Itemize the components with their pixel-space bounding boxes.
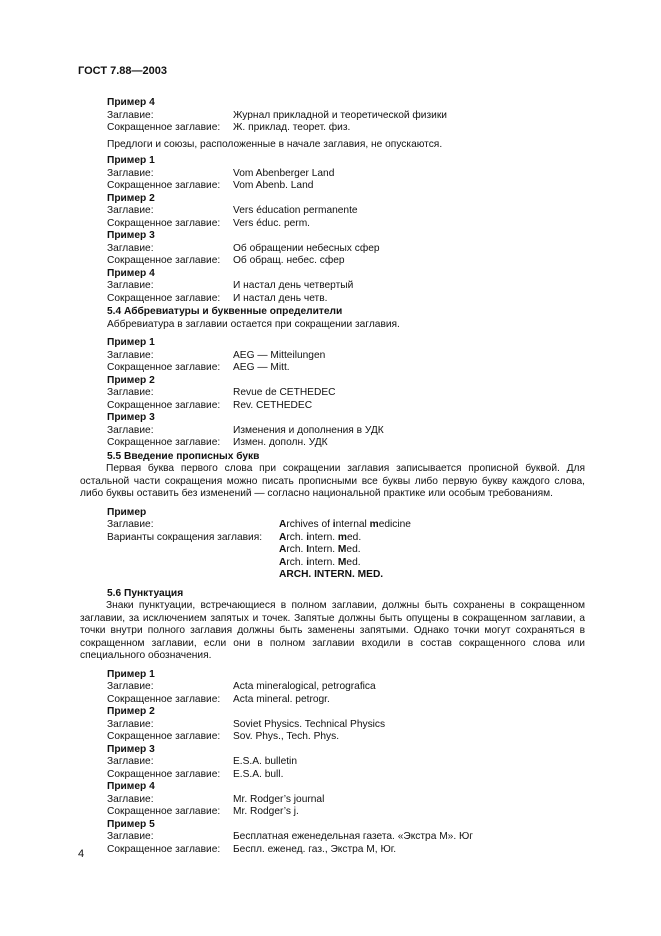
title-label: Заглавие: bbox=[107, 756, 154, 767]
title-value: Archives of internal medicine bbox=[279, 519, 411, 530]
abbr-row bbox=[107, 806, 585, 819]
example-label: Пример 3 bbox=[107, 230, 155, 241]
title-row bbox=[107, 205, 585, 218]
page-number: 4 bbox=[78, 848, 85, 860]
example-block bbox=[107, 744, 585, 782]
abbr-row bbox=[107, 694, 585, 707]
example-label: Пример 4 bbox=[107, 781, 155, 792]
title-value: Soviet Physics. Technical Physics bbox=[233, 718, 386, 730]
title-value: Vers éducation permanente bbox=[233, 205, 358, 216]
example-label: Пример 1 bbox=[107, 337, 155, 348]
example-block bbox=[107, 375, 585, 413]
example-block bbox=[107, 97, 585, 135]
example-block bbox=[107, 781, 585, 819]
title-value: E.S.A. bulletin bbox=[233, 756, 297, 767]
abbr-label: Сокращенное заглавие: bbox=[107, 399, 221, 411]
abbr-row bbox=[107, 293, 585, 306]
abbr-value: Ж. приклад. теорет. физ. bbox=[233, 122, 351, 133]
title-row bbox=[107, 794, 585, 807]
example-label: Пример 3 bbox=[107, 412, 155, 423]
title-row bbox=[107, 350, 585, 363]
section-heading: 5.5 Введение прописных букв bbox=[107, 450, 260, 462]
example-block bbox=[107, 819, 585, 857]
abbr-value: Беспл. еженед. газ., Экстра М, Юг. bbox=[233, 843, 397, 855]
example-label: Пример 3 bbox=[107, 743, 155, 755]
title-row bbox=[107, 243, 585, 256]
abbr-label: Сокращенное заглавие: bbox=[107, 217, 221, 229]
example-label: Пример 4 bbox=[107, 97, 155, 108]
abbr-value: Rev. CETHEDEC bbox=[233, 399, 313, 411]
example-label: Пример 1 bbox=[107, 155, 155, 166]
example-block bbox=[107, 230, 585, 268]
title-label: Заглавие: bbox=[107, 280, 154, 291]
abbr-value: E.S.A. bull. bbox=[233, 768, 284, 780]
title-value: Acta mineralogical, petrografica bbox=[233, 681, 376, 692]
example-block bbox=[107, 412, 585, 450]
title-value: Vom Abenberger Land bbox=[233, 167, 335, 179]
example-block bbox=[107, 669, 585, 707]
title-value: И настал день четвертый bbox=[233, 280, 354, 291]
abbr-row bbox=[107, 400, 585, 413]
title-row bbox=[107, 756, 585, 769]
example-block bbox=[107, 337, 585, 375]
title-label: Заглавие: bbox=[107, 167, 154, 179]
abbr-label: Сокращенное заглавие: bbox=[107, 122, 221, 133]
abbr-value: AEG — Mitt. bbox=[233, 362, 290, 373]
title-label: Заглавие: bbox=[107, 387, 154, 398]
title-row bbox=[107, 387, 585, 400]
example-block bbox=[107, 155, 585, 193]
abbr-row bbox=[107, 731, 585, 744]
abbr-label: Сокращенное заглавие: bbox=[107, 693, 221, 705]
title-label: Заглавие: bbox=[107, 718, 154, 730]
example-block bbox=[107, 706, 585, 744]
abbr-value: Об обращ. небес. сфер bbox=[233, 255, 345, 266]
abbr-row bbox=[107, 844, 585, 857]
note-prepositions: Предлоги и союзы, расположенные в начале заглавия, не опускаются. bbox=[107, 138, 443, 150]
title-label: Заглавие: bbox=[107, 519, 154, 530]
example-label: Пример 2 bbox=[107, 374, 155, 386]
title-label: Заглавие: bbox=[107, 831, 154, 842]
abbr-label: Сокращенное заглавие: bbox=[107, 843, 221, 855]
example-block bbox=[107, 507, 585, 582]
variant-value: Arch. intern. med. bbox=[279, 531, 362, 543]
example-label: Пример bbox=[107, 506, 147, 518]
abbr-value: Acta mineral. petrogr. bbox=[233, 693, 330, 705]
variants-label: Варианты сокращения заглавия: bbox=[107, 531, 263, 543]
title-row bbox=[107, 831, 585, 844]
title-value: Revue de CETHEDEC bbox=[233, 387, 336, 398]
title-row bbox=[107, 719, 585, 732]
title-row bbox=[107, 280, 585, 293]
section-heading: 5.6 Пунктуация bbox=[107, 587, 184, 599]
title-label: Заглавие: bbox=[107, 242, 154, 254]
abbr-label: Сокращенное заглавие: bbox=[107, 180, 221, 191]
variant-value: Arch. intern. Med. bbox=[279, 556, 361, 568]
section-heading: 5.4 Аббревиатуры и буквенные определители bbox=[107, 306, 343, 317]
abbr-row bbox=[107, 122, 585, 135]
title-value: Об обращении небесных сфер bbox=[233, 242, 380, 254]
title-row bbox=[107, 425, 585, 438]
example-label: Пример 4 bbox=[107, 267, 155, 279]
abbr-row bbox=[107, 218, 585, 231]
title-label: Заглавие: bbox=[107, 109, 154, 121]
example-block bbox=[107, 193, 585, 231]
title-label: Заглавие: bbox=[107, 681, 154, 692]
variants-row bbox=[107, 532, 585, 545]
title-value: Mr. Rodger’s journal bbox=[233, 793, 325, 805]
abbr-label: Сокращенное заглавие: bbox=[107, 362, 221, 373]
abbr-label: Сокращенное заглавие: bbox=[107, 437, 221, 448]
title-label: Заглавие: bbox=[107, 424, 154, 436]
section-paragraph: Первая буква первого слова при сокращении заглавия записывается прописной буквой. Для остальной части сокращения можно писать прописными все буквы либо первую букву каждого слова, либо буквы оставить без изменений — согласно национальной практике или особым требованиям. bbox=[80, 463, 585, 499]
title-row bbox=[107, 519, 585, 532]
title-value: Бесплатная еженедельная газета. «Экстра М». Юг bbox=[233, 831, 474, 842]
example-label: Пример 1 bbox=[107, 668, 155, 680]
abbr-label: Сокращенное заглавие: bbox=[107, 768, 221, 780]
abbr-value: Vers éduc. perm. bbox=[233, 217, 311, 229]
example-label: Пример 2 bbox=[107, 706, 155, 717]
abbr-row bbox=[107, 255, 585, 268]
title-label: Заглавие: bbox=[107, 349, 154, 361]
title-label: Заглавие: bbox=[107, 793, 154, 805]
abbr-row bbox=[107, 437, 585, 450]
page-header: ГОСТ 7.88—2003 bbox=[78, 65, 167, 77]
section-text: Аббревиатура в заглавии остается при сокращении заглавия. bbox=[107, 318, 400, 330]
title-value: AEG — Mitteilungen bbox=[233, 349, 326, 361]
abbr-row bbox=[107, 769, 585, 782]
abbr-label: Сокращенное заглавие: bbox=[107, 255, 221, 266]
section-paragraph: Знаки пунктуации, встречающиеся в полном заглавии, должны быть сохранены в сокращенном заглавии, за исключением запятых и точек. Запятые должны быть опущены в сокращенном заглавии, а точки внутри полного заглавия должны быть заменены запятыми. Однако точки могут сохраняться в сокращенном заглавии, если они в полном заглавии входили в состав сокращенного слова или специального обозначения. bbox=[80, 600, 585, 661]
abbr-value: Измен. дополн. УДК bbox=[233, 437, 328, 448]
abbr-row bbox=[107, 180, 585, 193]
abbr-label: Сокращенное заглавие: bbox=[107, 292, 221, 304]
variant-value: Arch. Intern. Med. bbox=[279, 544, 361, 555]
title-row bbox=[107, 110, 585, 123]
example-label: Пример 5 bbox=[107, 818, 155, 830]
title-row bbox=[107, 681, 585, 694]
example-block bbox=[107, 268, 585, 306]
title-value: Изменения и дополнения в УДК bbox=[233, 424, 384, 436]
abbr-value: И настал день четв. bbox=[233, 292, 328, 304]
title-row bbox=[107, 168, 585, 181]
abbr-row bbox=[107, 362, 585, 375]
abbr-label: Сокращенное заглавие: bbox=[107, 731, 221, 742]
example-label: Пример 2 bbox=[107, 192, 155, 204]
title-value: Журнал прикладной и теоретической физики bbox=[233, 109, 447, 121]
abbr-value: Sov. Phys., Tech. Phys. bbox=[233, 731, 340, 742]
variant-value: ARCH. INTERN. MED. bbox=[279, 569, 384, 580]
abbr-value: Vom Abenb. Land bbox=[233, 180, 314, 191]
document-body bbox=[80, 97, 585, 856]
title-label: Заглавие: bbox=[107, 205, 154, 216]
abbr-label: Сокращенное заглавие: bbox=[107, 806, 221, 817]
abbr-value: Mr. Rodger’s j. bbox=[233, 806, 299, 817]
